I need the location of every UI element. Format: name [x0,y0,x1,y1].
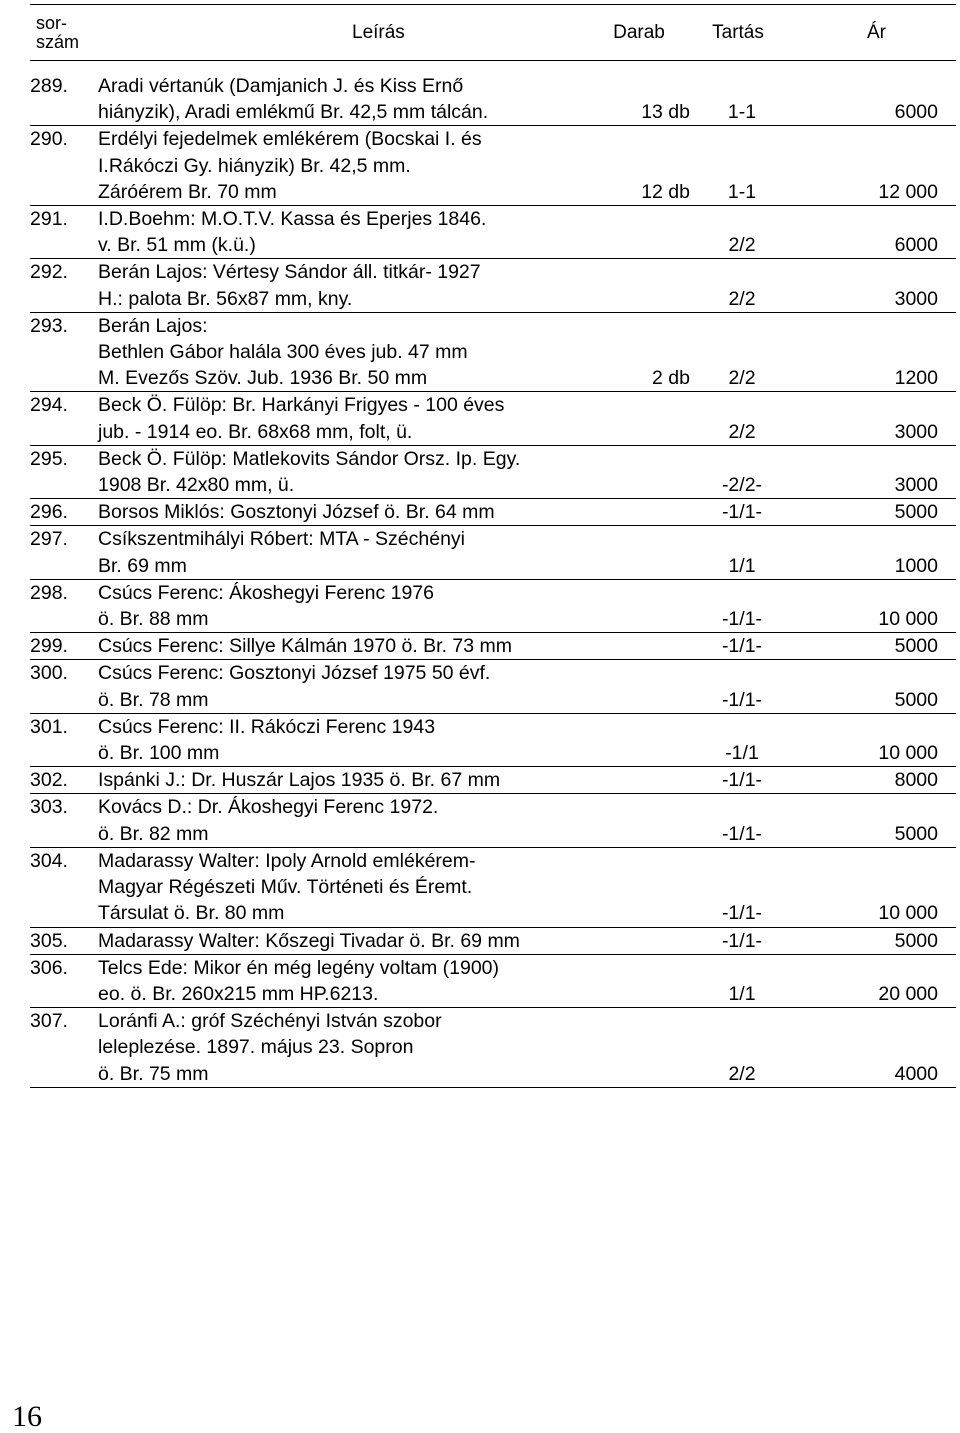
item-condition: 2/2 [698,259,778,312]
description-line: Csúcs Ferenc: Ákoshegyi Ferenc 1976 [98,581,434,604]
item-quantity: 12 db [580,126,698,206]
item-condition: 2/2 [698,1008,778,1088]
item-number: 297. [30,526,98,579]
item-quantity [580,954,698,1007]
item-number: 294. [30,392,98,445]
item-description [98,392,580,445]
item-number: 293. [30,312,98,392]
description-line: Madarassy Walter: Kőszegi Tivadar ö. Br. 69 mm [98,929,520,952]
description-line: ö. Br. 78 mm [98,688,209,711]
header-row [30,5,956,61]
item-number: 301. [30,713,98,766]
item-price: 10 000 [778,579,956,632]
item-price: 10 000 [778,713,956,766]
item-price: 12 000 [778,126,956,206]
description-line: Kovács D.: Dr. Ákoshegyi Ferenc 1972. [98,796,439,819]
item-condition: -1/1- [698,499,778,526]
description-line: Csíkszentmihályi Róbert: MTA - Széchényi [98,528,466,551]
description-line: Telcs Ede: Mikor én még legény voltam (1900) [98,956,500,979]
table-row [30,445,956,498]
item-description [98,633,580,660]
header-ar: Ár [778,5,956,61]
item-description [98,61,580,126]
item-quantity [580,499,698,526]
page-number: 16 [12,1400,42,1433]
item-quantity: 13 db [580,61,698,126]
item-quantity [580,579,698,632]
item-quantity [580,206,698,259]
item-number: 306. [30,954,98,1007]
description-line: Madarassy Walter: Ipoly Arnold emlékérem- [98,849,476,872]
description-line: Br. 69 mm [98,554,187,577]
item-condition: 1-1 [698,61,778,126]
table-row [30,126,956,206]
description-line: Csúcs Ferenc: Gosztonyi József 1975 50 évf. [98,662,491,685]
item-quantity [580,259,698,312]
description-line: jub. - 1914 eo. Br. 68x68 mm, folt, ü. [98,420,413,443]
item-description [98,579,580,632]
item-condition: -1/1- [698,794,778,847]
item-description [98,954,580,1007]
item-price: 3000 [778,392,956,445]
item-condition: -1/1- [698,579,778,632]
item-condition: -1/1- [698,767,778,794]
item-description [98,1008,580,1088]
description-line: Berán Lajos: Vértesy Sándor áll. titkár- 1927 [98,261,481,284]
description-line: Loránfi A.: gróf Széchényi István szobor [98,1010,442,1033]
table-row [30,61,956,126]
description-line: Bethlen Gábor halála 300 éves jub. 47 mm [98,341,468,364]
item-price: 5000 [778,794,956,847]
item-condition: -1/1- [698,927,778,954]
description-line: v. Br. 51 mm (k.ü.) [98,234,256,257]
description-line: ö. Br. 75 mm [98,1062,209,1085]
table-row [30,794,956,847]
item-price: 1000 [778,526,956,579]
table-row [30,713,956,766]
item-condition: -2/2- [698,445,778,498]
item-quantity [580,445,698,498]
item-number: 300. [30,660,98,713]
header-sorszam-line: szám [36,31,80,52]
table-body [30,61,956,1088]
item-price: 6000 [778,206,956,259]
item-condition: 2/2 [698,206,778,259]
item-price: 1200 [778,312,956,392]
description-line: Erdélyi fejedelmek emlékérem (Bocskai I. és [98,128,482,151]
description-line: Borsos Miklós: Gosztonyi József ö. Br. 64 mm [98,501,495,524]
description-line: ö. Br. 82 mm [98,822,209,845]
item-price: 8000 [778,767,956,794]
description-line: Beck Ö. Fülöp: Matlekovits Sándor Orsz. Ip. Egy. [98,447,521,470]
item-quantity [580,1008,698,1088]
item-condition: -1/1- [698,847,778,927]
item-price: 5000 [778,499,956,526]
item-description [98,206,580,259]
item-condition: 2/2 [698,392,778,445]
table-header [30,5,956,61]
item-description [98,794,580,847]
description-line: M. Evezős Szöv. Jub. 1936 Br. 50 mm [98,367,428,390]
description-line: I.D.Boehm: M.O.T.V. Kassa és Eperjes 1846. [98,208,487,231]
table-row [30,392,956,445]
item-quantity [580,633,698,660]
description-line: eo. ö. Br. 260x215 mm HP.6213. [98,982,379,1005]
item-number: 299. [30,633,98,660]
table-row [30,499,956,526]
item-number: 304. [30,847,98,927]
table-row [30,206,956,259]
item-description [98,312,580,392]
description-line: leleplezése. 1897. május 23. Sopron [98,1036,414,1059]
table-row [30,927,956,954]
header-darab: Darab [580,5,698,61]
item-quantity [580,660,698,713]
description-line: Beck Ö. Fülöp: Br. Harkányi Frigyes - 100 éves [98,394,505,417]
item-price: 3000 [778,445,956,498]
item-condition: 1-1 [698,126,778,206]
item-price: 3000 [778,259,956,312]
item-number: 295. [30,445,98,498]
description-line: hiányzik), Aradi emlékmű Br. 42,5 mm tálcán. [98,101,489,124]
description-line: ö. Br. 100 mm [98,742,220,765]
table-row [30,847,956,927]
header-sorszam [30,5,98,61]
item-number: 292. [30,259,98,312]
item-number: 289. [30,61,98,126]
item-number: 305. [30,927,98,954]
item-quantity [580,794,698,847]
item-quantity [580,927,698,954]
item-condition: -1/1 [698,713,778,766]
header-tartas: Tartás [698,5,778,61]
description-line: Csúcs Ferenc: II. Rákóczi Ferenc 1943 [98,715,436,738]
item-quantity [580,526,698,579]
description-line: Ispánki J.: Dr. Huszár Lajos 1935 ö. Br. 67 mm [98,769,501,792]
item-price: 5000 [778,660,956,713]
item-description [98,713,580,766]
table-row [30,660,956,713]
item-quantity [580,847,698,927]
item-number: 290. [30,126,98,206]
table-row [30,633,956,660]
item-price: 20 000 [778,954,956,1007]
table-row [30,312,956,392]
description-line: H.: palota Br. 56x87 mm, kny. [98,287,353,310]
item-description [98,927,580,954]
description-line: I.Rákóczi Gy. hiányzik) Br. 42,5 mm. [98,154,411,177]
table-row [30,579,956,632]
table-row [30,526,956,579]
item-description [98,445,580,498]
table-row [30,954,956,1007]
item-description [98,259,580,312]
item-condition: 2/2 [698,312,778,392]
item-price: 5000 [778,633,956,660]
header-leiras: Leírás [98,5,580,61]
item-price: 10 000 [778,847,956,927]
item-quantity: 2 db [580,312,698,392]
item-quantity [580,392,698,445]
item-quantity [580,767,698,794]
description-line: ö. Br. 88 mm [98,608,209,631]
item-number: 307. [30,1008,98,1088]
medal-catalog-table [30,4,956,1088]
item-price: 4000 [778,1008,956,1088]
item-number: 296. [30,499,98,526]
item-description [98,499,580,526]
item-condition: 1/1 [698,526,778,579]
table-row [30,767,956,794]
item-description [98,126,580,206]
description-line: Záróérem Br. 70 mm [98,180,277,203]
item-description [98,526,580,579]
description-line: Berán Lajos: [98,314,208,337]
item-price: 5000 [778,927,956,954]
item-condition: 1/1 [698,954,778,1007]
item-description [98,660,580,713]
item-price: 6000 [778,61,956,126]
table-row [30,259,956,312]
description-line: Magyar Régészeti Műv. Történeti és Éremt. [98,876,473,899]
item-quantity [580,713,698,766]
item-condition: -1/1- [698,633,778,660]
table-row [30,1008,956,1088]
description-line: 1908 Br. 42x80 mm, ü. [98,474,295,497]
item-number: 291. [30,206,98,259]
item-description [98,767,580,794]
description-line: Társulat ö. Br. 80 mm [98,902,285,925]
description-line: Csúcs Ferenc: Sillye Kálmán 1970 ö. Br. 73 mm [98,635,513,658]
item-number: 298. [30,579,98,632]
item-number: 303. [30,794,98,847]
item-description [98,847,580,927]
description-line: Aradi vértanúk (Damjanich J. és Kiss Ernő [98,75,464,97]
item-number: 302. [30,767,98,794]
header-sorszam-line: sor- [36,12,67,33]
item-condition: -1/1- [698,660,778,713]
